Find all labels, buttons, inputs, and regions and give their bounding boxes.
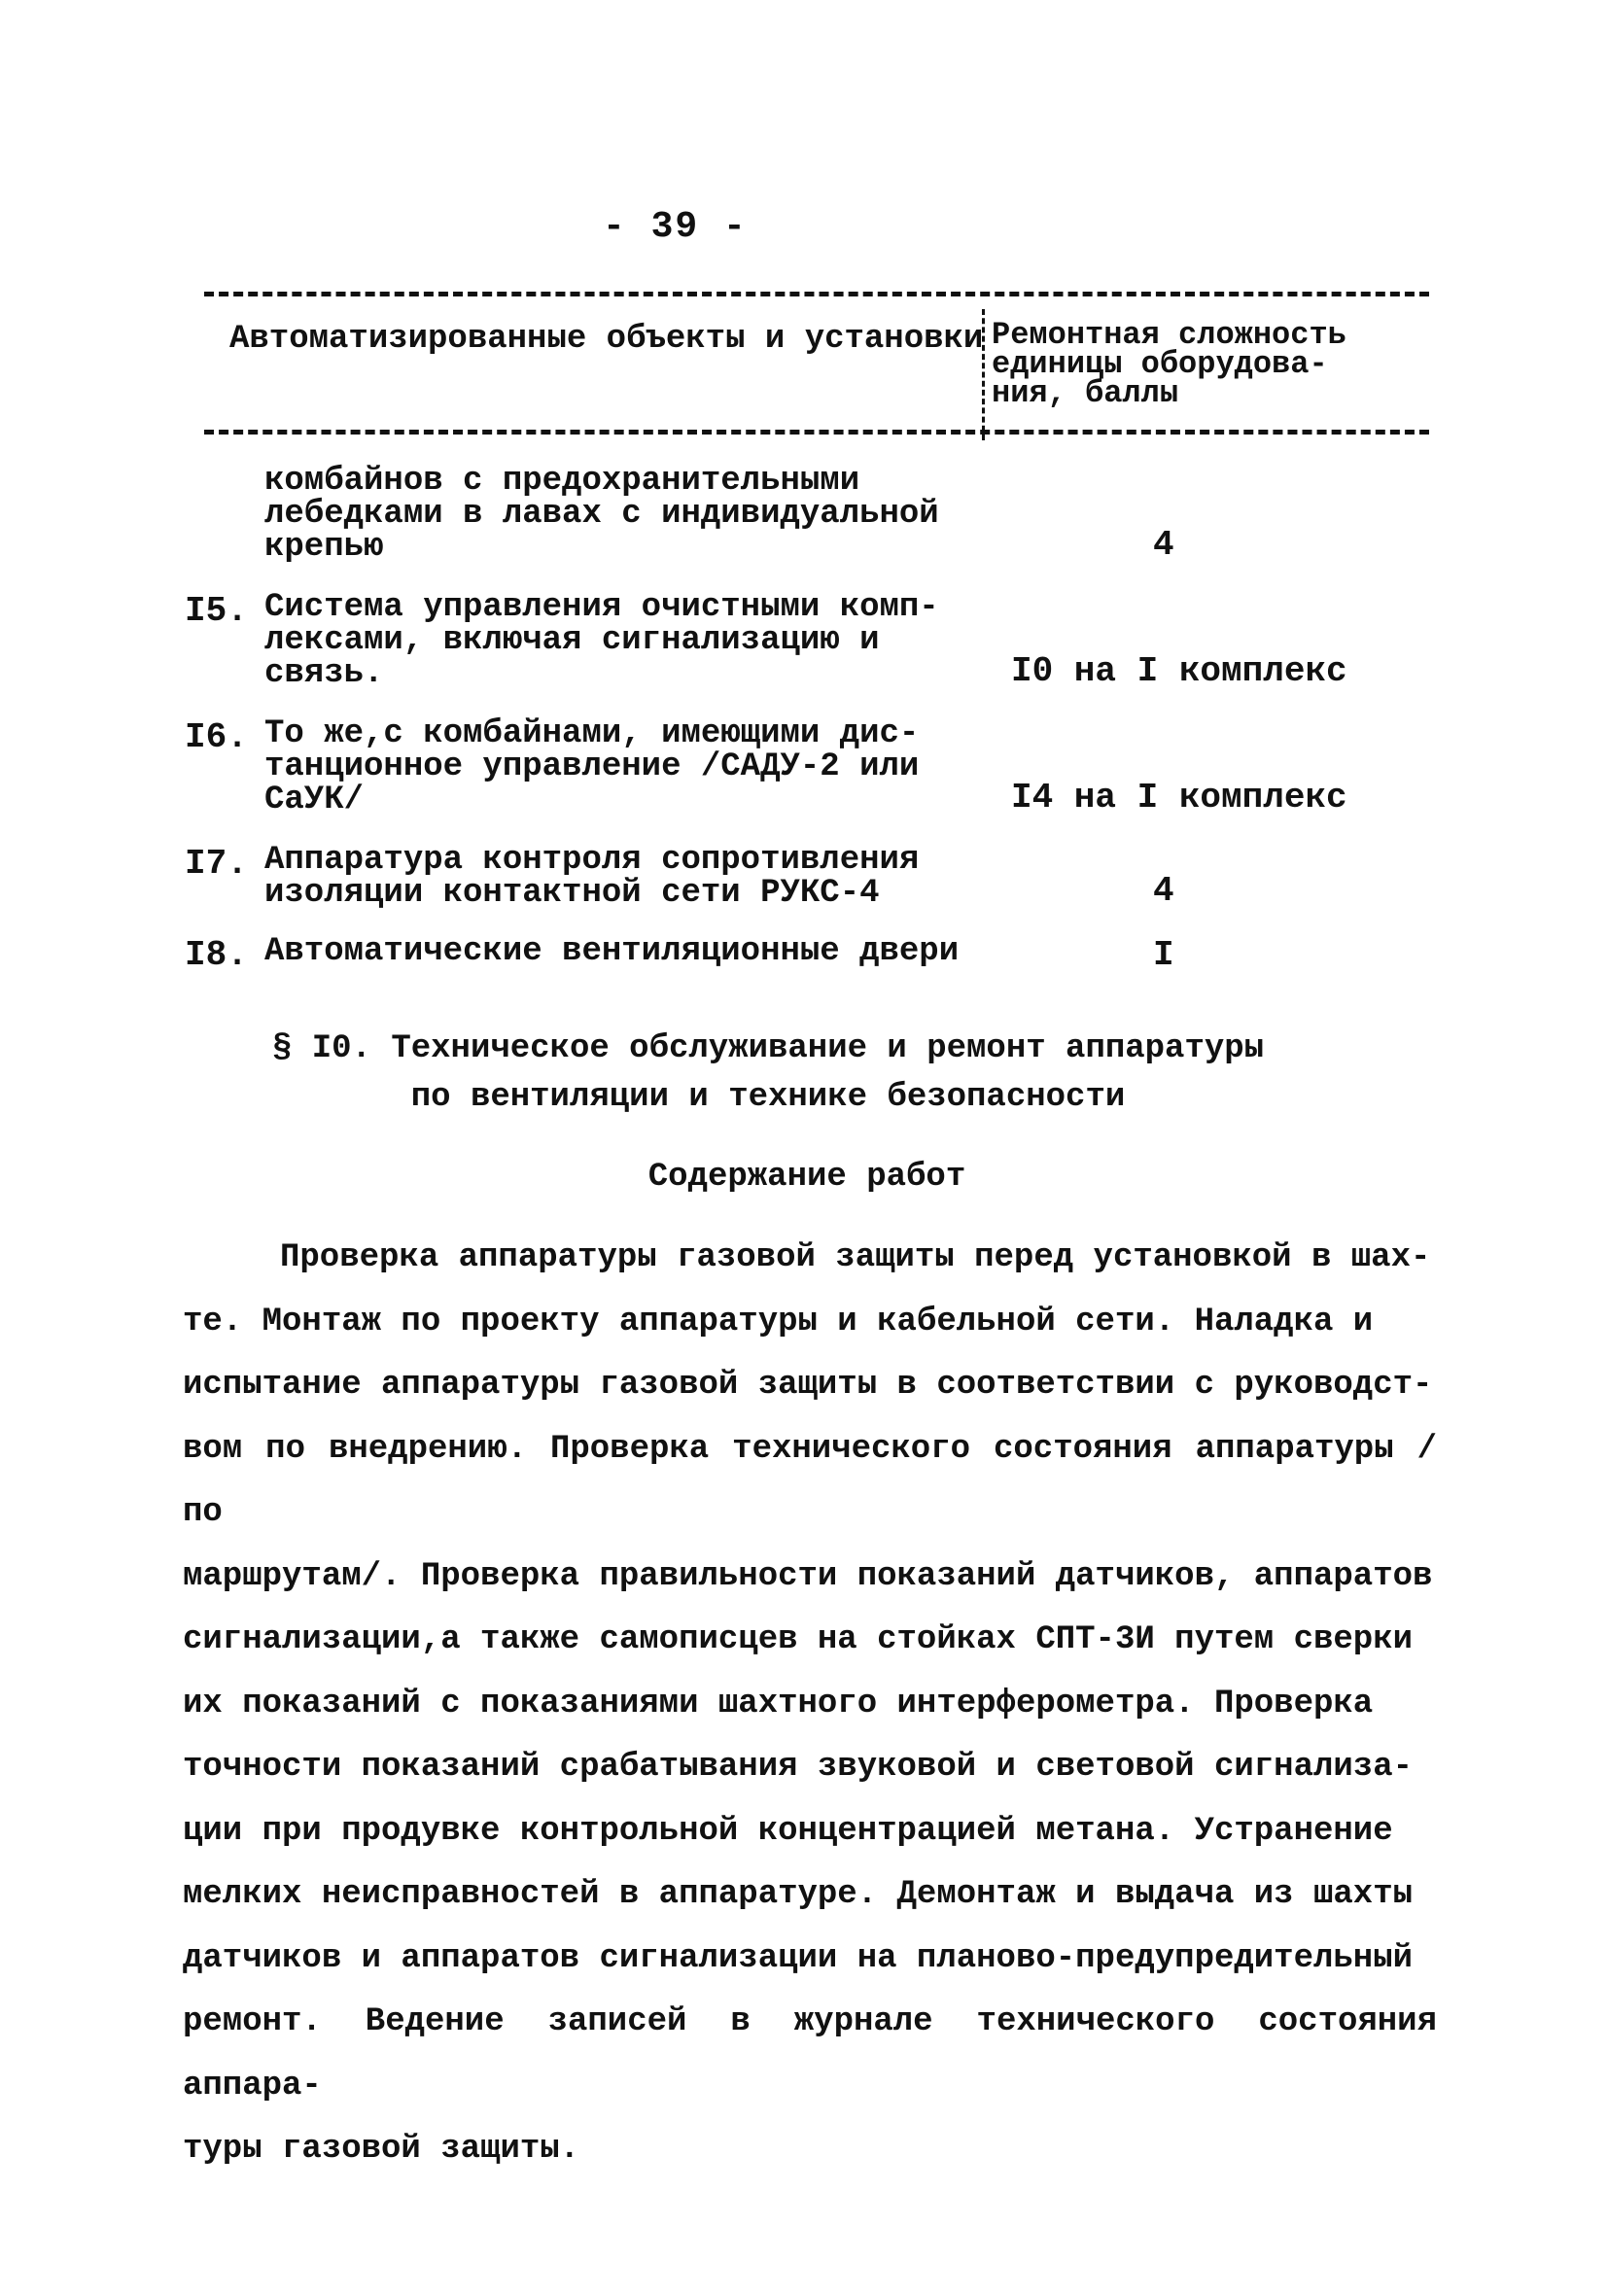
- body-paragraph: [183, 1227, 1437, 2182]
- table-header-separator: [982, 309, 985, 440]
- paragraph-line: точности показаний срабатывания звуковой и световой сигнализа-: [183, 1749, 1414, 1786]
- paragraph-line: ции при продувке контрольной концентрацией метана. Устранение: [183, 1812, 1393, 1850]
- table-header-complexity: Ремонтная сложность единицы оборудова- ния, баллы: [992, 317, 1346, 411]
- paragraph-line: ремонт. Ведение записей в журнале технического состояния аппара-: [183, 2003, 1437, 2105]
- section-title-line-2: по вентиляции и технике безопасности: [410, 1079, 1126, 1116]
- table-row-value: I4 на I комплекс: [1011, 778, 1347, 818]
- table-row-text: То же,с комбайнами, имеющими дис- танционное управление /САДУ-2 или СаУК/: [264, 715, 920, 818]
- table-row-value: I: [1153, 935, 1174, 975]
- paragraph-line: их показаний с показаниями шахтного интерферометра. Проверка: [183, 1685, 1374, 1722]
- paragraph-line: вом по внедрению. Проверка технического состояния аппаратуры /по: [183, 1430, 1437, 1531]
- paragraph-line: те. Монтаж по проекту аппаратуры и кабельной сети. Наладка и: [183, 1303, 1374, 1340]
- paragraph-line: испытание аппаратуры газовой защиты в соответствии с руководст-: [183, 1367, 1433, 1404]
- table-row-text: комбайнов с предохранительными лебедками в лавах с индивидуальной крепью: [264, 463, 939, 566]
- table-row-number: I7.: [185, 844, 248, 884]
- table-row-number: I5.: [185, 591, 248, 631]
- section-title-line-1: § I0. Техническое обслуживание и ремонт аппаратуры: [271, 1030, 1265, 1067]
- section-subtitle: Содержание работ: [647, 1159, 966, 1196]
- table-header-objects: Автоматизированные объекты и установки: [229, 321, 984, 358]
- paragraph-line: маршрутам/. Проверка правильности показаний датчиков, аппаратов: [183, 1557, 1433, 1595]
- table-row-number: I6.: [185, 717, 248, 757]
- page-number: - 39 -: [603, 206, 748, 248]
- paragraph-line: Проверка аппаратуры газовой защиты перед установкой в шах-: [280, 1239, 1431, 1276]
- table-row-text: Аппаратура контроля сопротивления изоляции контактной сети РУКС-4: [264, 842, 920, 912]
- table-row-text: Автоматические вентиляционные двери: [264, 933, 960, 970]
- paragraph-line: сигнализации,а также самописцев на стойках СПТ-3И путем сверки: [183, 1621, 1414, 1658]
- table-row-value: I0 на I комплекс: [1011, 651, 1347, 691]
- table-header-rule: [204, 430, 1429, 435]
- table-row-text: Система управления очистными комп- лексами, включая сигнализацию и связь.: [264, 589, 939, 692]
- paragraph-line: туры газовой защиты.: [183, 2131, 580, 2168]
- paragraph-line: мелких неисправностей в аппаратуре. Демонтаж и выдача из шахты: [183, 1876, 1414, 1913]
- table-row-value: 4: [1153, 871, 1174, 911]
- table-top-rule: [204, 292, 1429, 296]
- table-row-number: I8.: [185, 935, 248, 975]
- table-row-value: 4: [1153, 525, 1174, 565]
- paragraph-line: датчиков и аппаратов сигнализации на планово-предупредительный: [183, 1939, 1414, 1977]
